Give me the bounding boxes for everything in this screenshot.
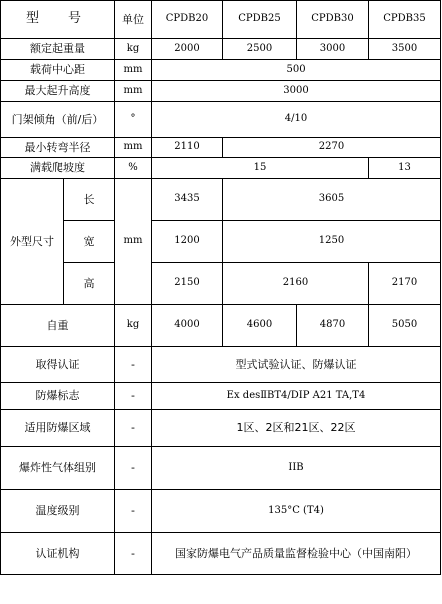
rated-load-value-3: 3000 (297, 39, 369, 60)
turn-radius-value-2: 2270 (223, 138, 441, 158)
row-width (1, 221, 441, 263)
gas-group-value: IIB (152, 447, 441, 490)
width-value-1: 1200 (152, 221, 223, 263)
zones-value: 1区、2区和21区、22区 (152, 410, 441, 447)
weight-value-2: 4600 (223, 305, 297, 347)
gradeability-value-2: 13 (369, 158, 441, 179)
turn-radius-unit: mm (115, 138, 152, 158)
header-model-2: CPDB25 (223, 1, 297, 39)
height-value-1: 2150 (152, 263, 223, 305)
height-value-2: 2160 (223, 263, 369, 305)
length-value-1: 3435 (152, 179, 223, 221)
row-rated-load (1, 39, 441, 60)
header-unit: 单位 (115, 1, 152, 39)
certification-label: 取得认证 (1, 347, 115, 383)
row-gas-group (1, 447, 441, 490)
width-value-2: 1250 (223, 221, 441, 263)
mast-tilt-value: 4/10 (152, 102, 441, 138)
max-lift-value: 3000 (152, 81, 441, 102)
load-center-unit: mm (115, 60, 152, 81)
length-label: 长 (64, 179, 115, 221)
row-ex-mark (1, 383, 441, 410)
certification-unit: - (115, 347, 152, 383)
header-model-4: CPDB35 (369, 1, 441, 39)
gas-group-label: 爆炸性气体组别 (1, 447, 115, 490)
rated-load-value-2: 2500 (223, 39, 297, 60)
weight-value-3: 4870 (297, 305, 369, 347)
max-lift-label: 最大起升高度 (1, 81, 115, 102)
row-length (1, 179, 441, 221)
load-center-value: 500 (152, 60, 441, 81)
row-max-lift (1, 81, 441, 102)
length-value-2: 3605 (223, 179, 441, 221)
gas-group-unit: - (115, 447, 152, 490)
zones-unit: - (115, 410, 152, 447)
row-height (1, 263, 441, 305)
gradeability-label: 满载爬坡度 (1, 158, 115, 179)
header-model-1: CPDB20 (152, 1, 223, 39)
dimensions-label: 外型尺寸 (1, 179, 64, 305)
weight-value-1: 4000 (152, 305, 223, 347)
rated-load-value-1: 2000 (152, 39, 223, 60)
weight-unit: kg (115, 305, 152, 347)
row-load-center (1, 60, 441, 81)
ex-mark-value: Ex desⅡBT4/DIP A21 TA,T4 (152, 383, 441, 410)
weight-value-4: 5050 (369, 305, 441, 347)
rated-load-label: 额定起重量 (1, 39, 115, 60)
width-label: 宽 (64, 221, 115, 263)
turn-radius-label: 最小转弯半径 (1, 138, 115, 158)
height-value-3: 2170 (369, 263, 441, 305)
ex-mark-unit: - (115, 383, 152, 410)
rated-load-value-4: 3500 (369, 39, 441, 60)
load-center-label: 载荷中心距 (1, 60, 115, 81)
mast-tilt-label: 门架倾角（前/后） (1, 102, 115, 138)
certification-value: 型式试验认证、防爆认证 (152, 347, 441, 383)
header-model-3: CPDB30 (297, 1, 369, 39)
row-cert-body (1, 533, 441, 575)
max-lift-unit: mm (115, 81, 152, 102)
height-label: 高 (64, 263, 115, 305)
gradeability-value-1: 15 (152, 158, 369, 179)
zones-label: 适用防爆区域 (1, 410, 115, 447)
ex-mark-label: 防爆标志 (1, 383, 115, 410)
row-zones (1, 410, 441, 447)
row-certification (1, 347, 441, 383)
row-weight (1, 305, 441, 347)
row-gradeability (1, 158, 441, 179)
dimensions-unit: mm (115, 179, 152, 305)
gradeability-unit: % (115, 158, 152, 179)
temp-class-unit: - (115, 490, 152, 533)
row-temp-class (1, 490, 441, 533)
cert-body-label: 认证机构 (1, 533, 115, 575)
mast-tilt-unit: ° (115, 102, 152, 138)
turn-radius-value-1: 2110 (152, 138, 223, 158)
rated-load-unit: kg (115, 39, 152, 60)
row-turn-radius (1, 138, 441, 158)
temp-class-label: 温度级别 (1, 490, 115, 533)
cert-body-unit: - (115, 533, 152, 575)
weight-label: 自重 (1, 305, 115, 347)
temp-class-value: 135°C (T4) (152, 490, 441, 533)
row-mast-tilt (1, 102, 441, 138)
cert-body-value: 国家防爆电气产品质量监督检验中心（中国南阳） (152, 533, 441, 575)
header-row (1, 1, 441, 39)
header-model: 型 号 (1, 1, 115, 39)
